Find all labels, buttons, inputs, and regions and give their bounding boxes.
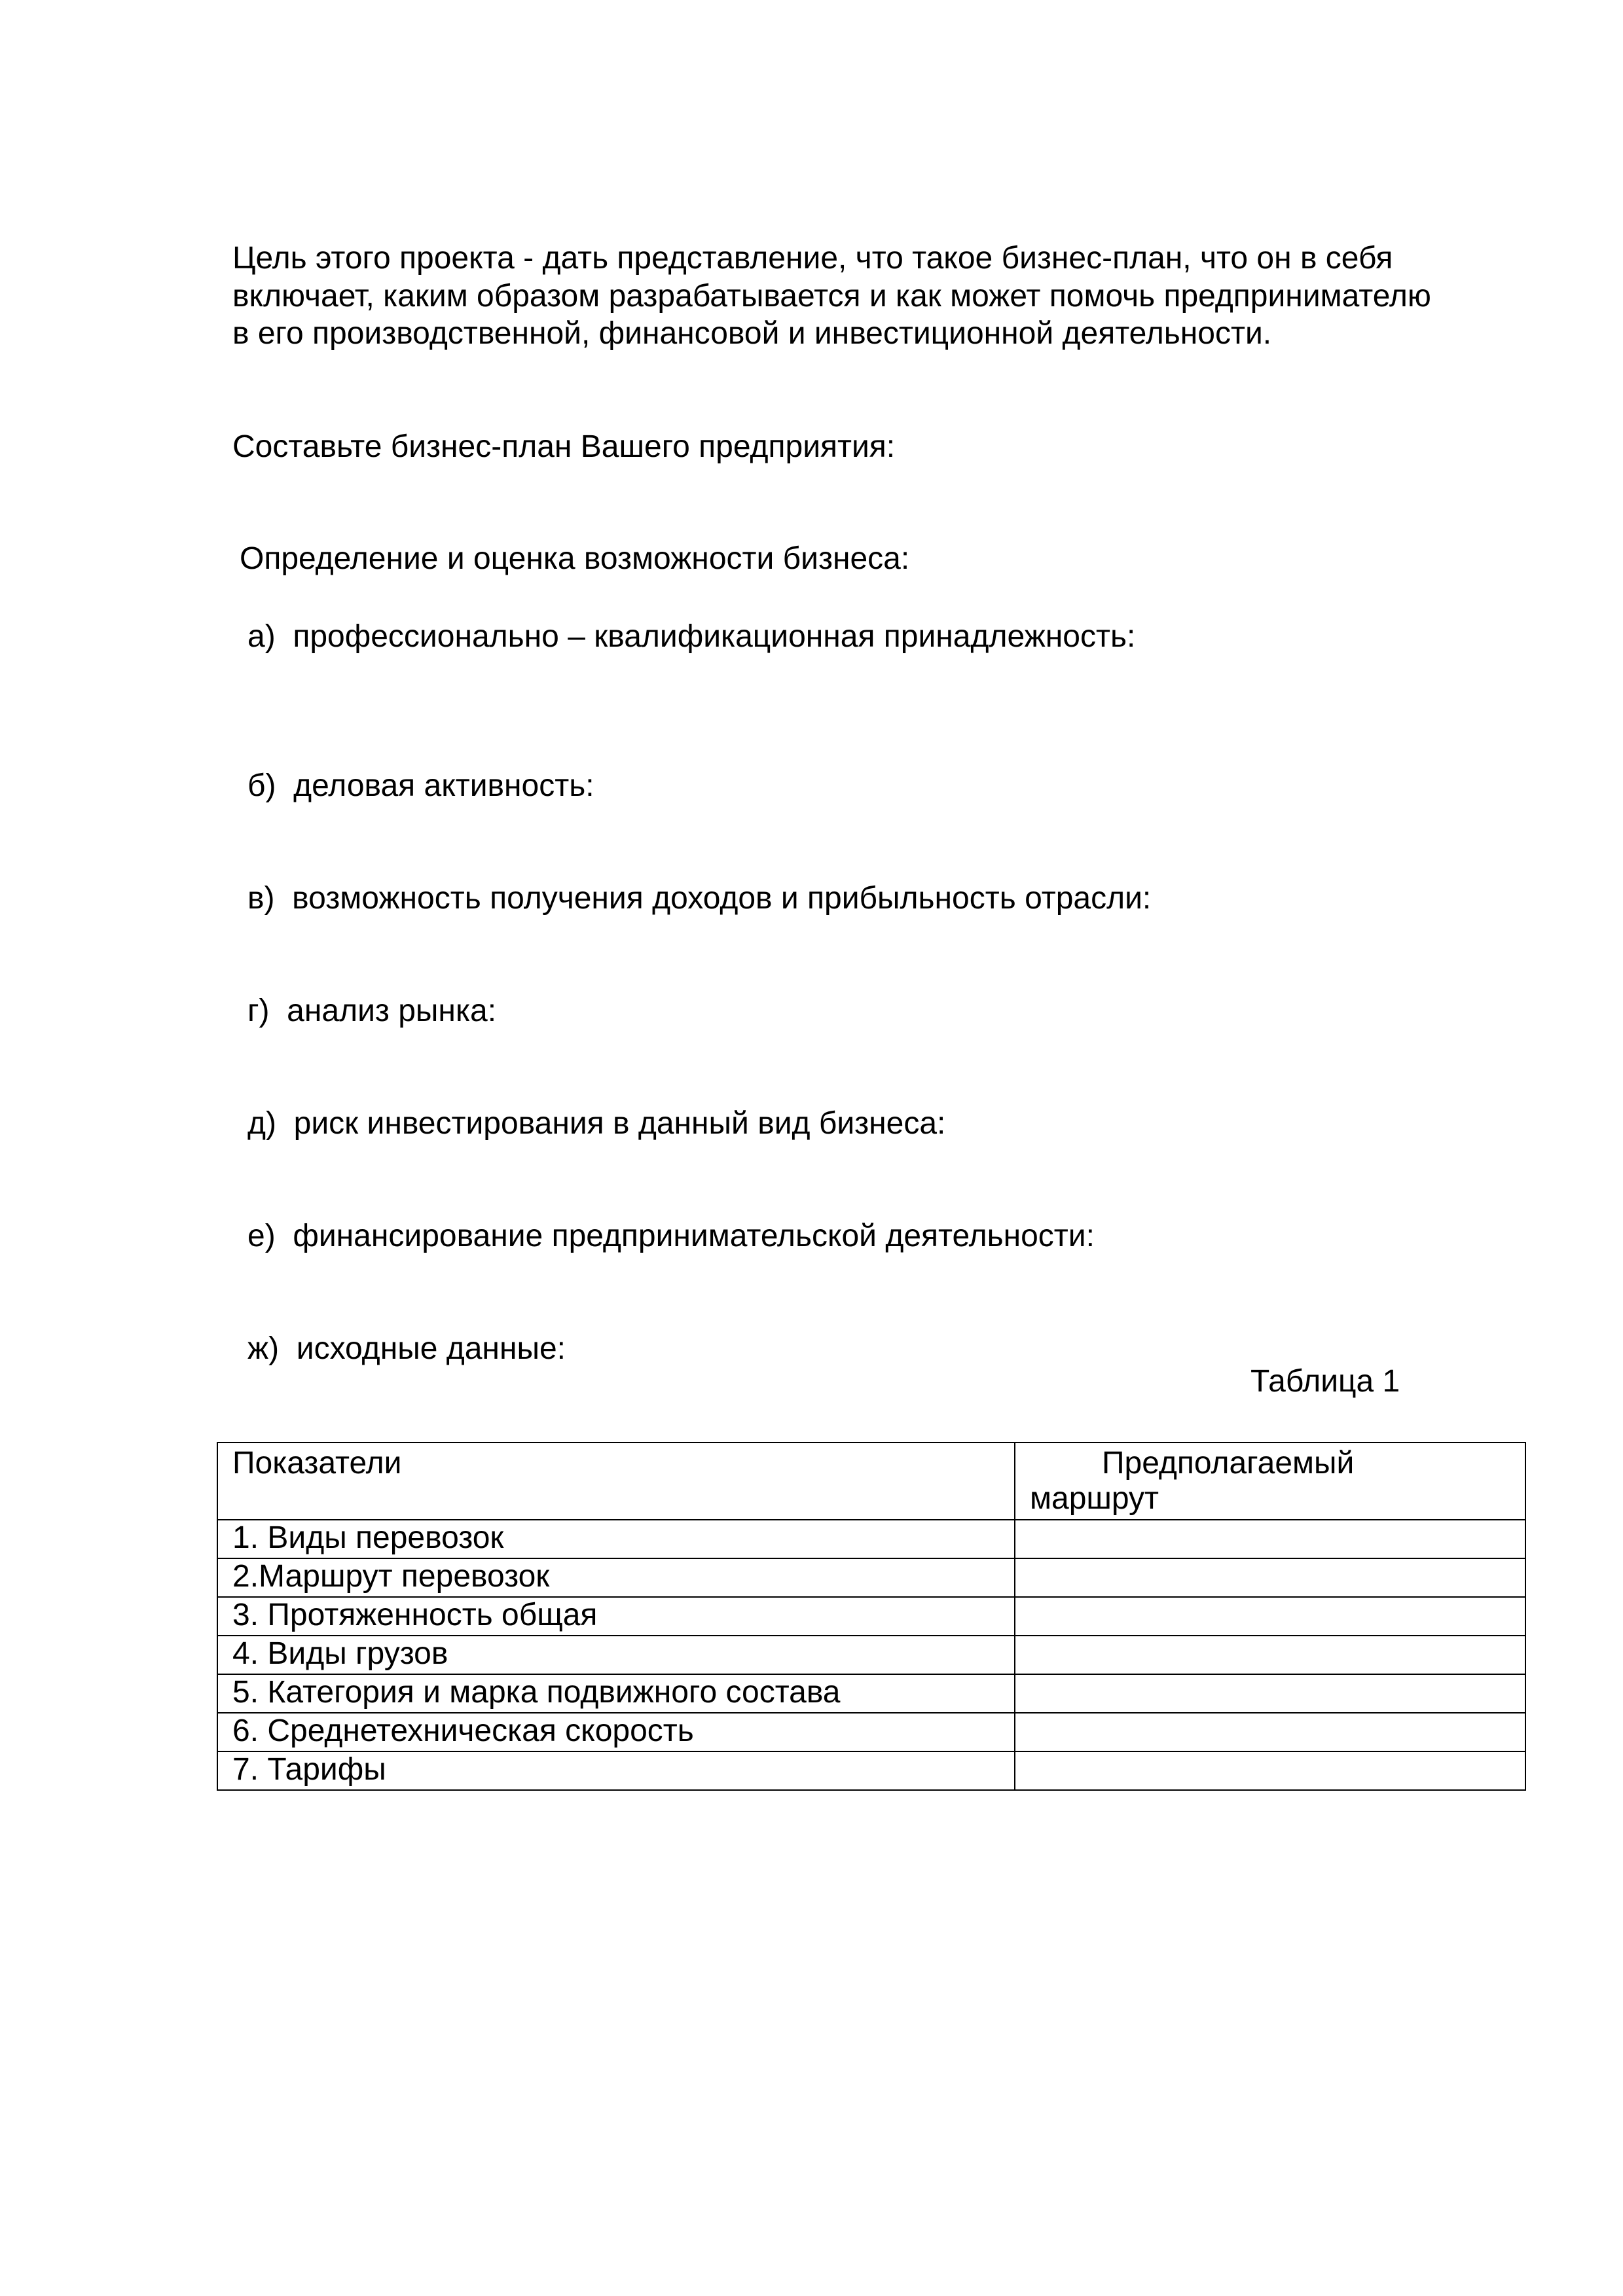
task-item-marker: е)	[247, 1219, 276, 1253]
task-item-text: возможность получения доходов и прибыльность отрасли:	[292, 881, 1152, 916]
cell-indicator: 2.Маршрут перевозок	[217, 1558, 1015, 1597]
cell-indicator: 3. Протяженность общая	[217, 1597, 1015, 1636]
task-item-v	[247, 880, 1151, 918]
cell-indicator: 4. Виды грузов	[217, 1636, 1015, 1674]
table-row	[217, 1558, 1525, 1597]
table-header-row	[217, 1443, 1525, 1520]
cell-route[interactable]	[1015, 1674, 1525, 1713]
table-row	[217, 1713, 1525, 1751]
task-item-text: профессионально – квалификационная принадлежность:	[293, 619, 1136, 654]
table-row	[217, 1597, 1525, 1636]
cell-route[interactable]	[1015, 1520, 1525, 1558]
task-item-zh	[247, 1330, 566, 1368]
task-item-text: исходные данные:	[296, 1331, 566, 1366]
header-route-line-1: Предполагаемый	[1102, 1446, 1355, 1480]
header-indicators: Показатели	[217, 1443, 1015, 1520]
indicators-table	[217, 1442, 1526, 1791]
task-item-text: финансирование предпринимательской деятельности:	[293, 1219, 1095, 1253]
cell-route[interactable]	[1015, 1597, 1525, 1636]
task-item-marker: д)	[247, 1106, 276, 1141]
task-item-a	[247, 618, 1135, 656]
header-route-line-2: маршрут	[1030, 1481, 1159, 1516]
task-item-marker: а)	[247, 619, 276, 654]
cell-route[interactable]	[1015, 1751, 1525, 1790]
intro-line-1: Цель этого проекта - дать представление, что такое бизнес-план, что он в себя	[232, 241, 1393, 276]
cell-indicator: 6. Среднетехническая скорость	[217, 1713, 1015, 1751]
intro-line-3: в его производственной, финансовой и инвестиционной деятельности.	[232, 316, 1272, 351]
task-item-e	[247, 1217, 1095, 1255]
header-route	[1015, 1443, 1525, 1520]
cell-route[interactable]	[1015, 1636, 1525, 1674]
cell-indicator: 5. Категория и марка подвижного состава	[217, 1674, 1015, 1713]
task-item-marker: ж)	[247, 1331, 280, 1366]
cell-route[interactable]	[1015, 1713, 1525, 1751]
task-item-text: риск инвестирования в данный вид бизнеса:	[293, 1106, 946, 1141]
task-item-g	[247, 992, 496, 1030]
cell-indicator: 1. Виды перевозок	[217, 1520, 1015, 1558]
task-item-marker: г)	[247, 994, 270, 1028]
cell-indicator: 7. Тарифы	[217, 1751, 1015, 1790]
task-item-d	[247, 1105, 945, 1143]
table-row	[217, 1636, 1525, 1674]
task-item-marker: б)	[247, 768, 276, 803]
cell-route[interactable]	[1015, 1558, 1525, 1597]
table-row	[217, 1520, 1525, 1558]
table-caption: Таблица 1	[1250, 1364, 1400, 1399]
section-subheading: Определение и оценка возможности бизнеса:	[240, 541, 910, 576]
task-item-b	[247, 767, 594, 805]
task-item-text: анализ рынка:	[287, 994, 497, 1028]
table-row	[217, 1674, 1525, 1713]
task-heading: Составьте бизнес-план Вашего предприятия:	[232, 429, 896, 464]
intro-line-2: включает, каким образом разрабатывается и как может помочь предпринимателю	[232, 279, 1431, 314]
task-item-text: деловая активность:	[293, 768, 594, 803]
task-item-marker: в)	[247, 881, 275, 916]
table-row	[217, 1751, 1525, 1790]
